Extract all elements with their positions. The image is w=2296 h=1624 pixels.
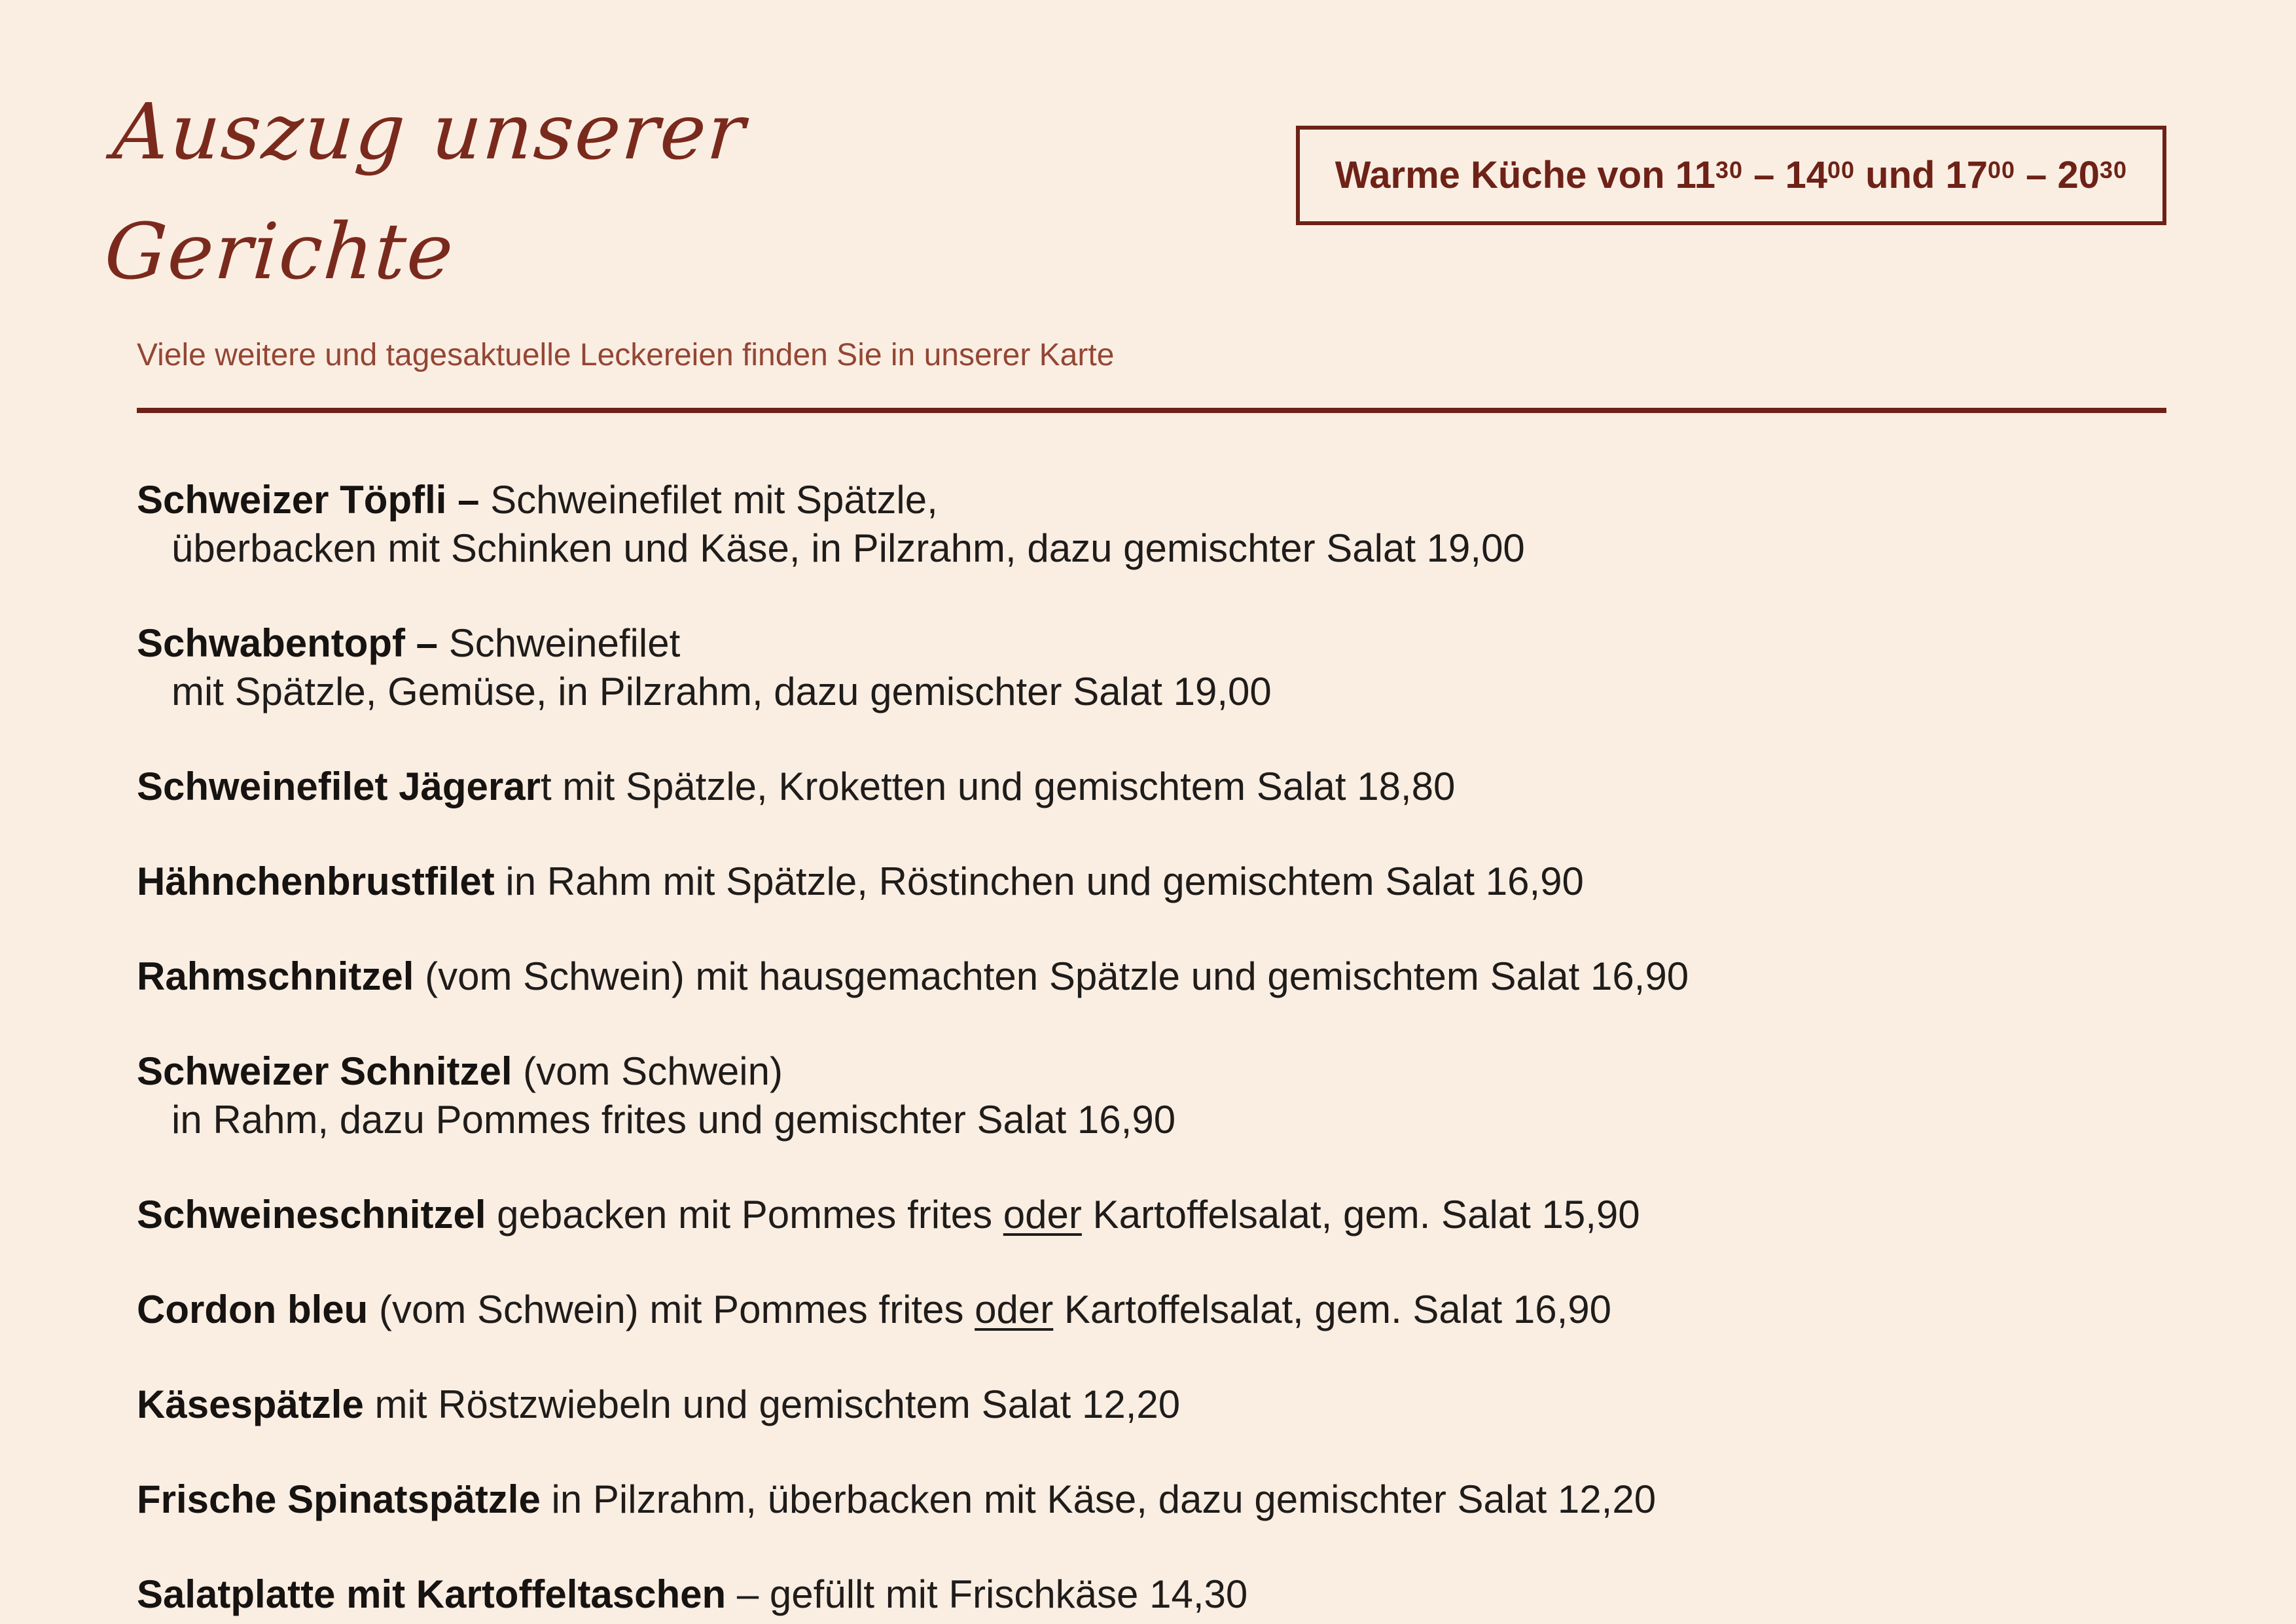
text-run: (vom Schwein): [512, 1049, 783, 1094]
text-run: in Rahm mit Spätzle, Röstinchen und gemischtem Salat 16,90: [494, 859, 1584, 904]
menu-item-line: [137, 1570, 2166, 1619]
text-run: 30: [2100, 156, 2127, 183]
text-run: Schweineschnitzel: [137, 1193, 486, 1237]
text-run: Schweinefilet Jägerar: [137, 765, 541, 809]
text-run: und 17: [1854, 154, 1988, 196]
menu-item-line: [137, 1380, 2166, 1429]
text-run: – 20: [2015, 154, 2100, 196]
text-run: t mit Spätzle, Kroketten und gemischtem Salat 18,80: [540, 765, 1456, 809]
text-run: 00: [1988, 156, 2015, 183]
text-run: Käsespätzle: [137, 1382, 364, 1427]
menu-item: [137, 619, 2166, 716]
menu-item: [137, 476, 2166, 573]
text-run: (vom Schwein) mit Pommes frites: [368, 1288, 975, 1332]
menu-item: [137, 857, 2166, 906]
menu-item: [137, 952, 2166, 1001]
menu-item-continuation-line: [137, 1096, 2166, 1144]
text-run: 30: [1715, 156, 1743, 183]
menu-item: [137, 1475, 2166, 1524]
menu-item-line: [137, 857, 2166, 906]
text-run: überbacken mit Schinken und Käse, in Pilzrahm, dazu gemischter Salat 19,00: [171, 526, 1525, 571]
menu-item: [137, 1570, 2166, 1619]
text-run: Schweinefilet: [448, 621, 681, 666]
text-run: Rahmschnitzel: [137, 954, 414, 999]
text-run: Schweizer Töpfli –: [137, 478, 491, 522]
menu-item: [137, 1286, 2166, 1334]
menu-item-line: [137, 619, 2166, 668]
text-run: – gefüllt mit Frischkäse 14,30: [726, 1572, 1248, 1617]
menu-item-continuation-line: [137, 668, 2166, 716]
menu-item: [137, 1047, 2166, 1144]
menu-item: [137, 1380, 2166, 1429]
text-run: Warme Küche von 11: [1335, 154, 1715, 196]
menu-item-line: [137, 763, 2166, 811]
text-run: Schweinefilet mit Spätzle,: [490, 478, 938, 522]
text-run: Schweizer Schnitzel: [137, 1049, 512, 1094]
text-run: oder: [1003, 1193, 1082, 1237]
text-run: Kartoffelsalat, gem. Salat 16,90: [1053, 1288, 1611, 1332]
text-run: in Pilzrahm, überbacken mit Käse, dazu gemischter Salat 12,20: [540, 1477, 1657, 1522]
menu-item: [137, 763, 2166, 811]
page-title: Auszug unserer Gerichte: [101, 86, 749, 297]
divider-rule: [137, 408, 2166, 413]
text-run: gebacken mit Pommes frites: [486, 1193, 1003, 1237]
menu-item-line: [137, 476, 2166, 524]
text-run: Kartoffelsalat, gem. Salat 15,90: [1081, 1193, 1640, 1237]
text-run: 00: [1827, 156, 1855, 183]
text-run: Hähnchenbrustfilet: [137, 859, 495, 904]
text-run: Salatplatte mit Kartoffeltaschen: [137, 1572, 726, 1617]
menu-item-continuation-line: [137, 524, 2166, 573]
page-subtitle: Viele weitere und tagesaktuelle Leckereien finden Sie in unserer Karte: [137, 337, 1115, 372]
text-run: Schwabentopf –: [137, 621, 449, 666]
text-run: Cordon bleu: [137, 1288, 368, 1332]
menu-item-line: [137, 1191, 2166, 1239]
text-run: in Rahm, dazu Pommes frites und gemischter Salat 16,90: [171, 1098, 1176, 1142]
menu-item-line: [137, 952, 2166, 1001]
menu-item-line: [137, 1475, 2166, 1524]
menu-list: [137, 476, 2166, 1619]
opening-hours-box: [1296, 126, 2166, 225]
menu-item-line: [137, 1286, 2166, 1334]
text-run: oder: [975, 1288, 1054, 1332]
text-run: – 14: [1742, 154, 1827, 196]
text-run: mit Röstzwiebeln und gemischtem Salat 12,20: [363, 1382, 1181, 1427]
menu-item: [137, 1191, 2166, 1239]
text-run: (vom Schwein) mit hausgemachten Spätzle und gemischtem Salat 16,90: [414, 954, 1689, 999]
text-run: Frische Spinatspätzle: [137, 1477, 541, 1522]
menu-item-line: [137, 1047, 2166, 1096]
text-run: mit Spätzle, Gemüse, in Pilzrahm, dazu gemischter Salat 19,00: [171, 670, 1272, 714]
